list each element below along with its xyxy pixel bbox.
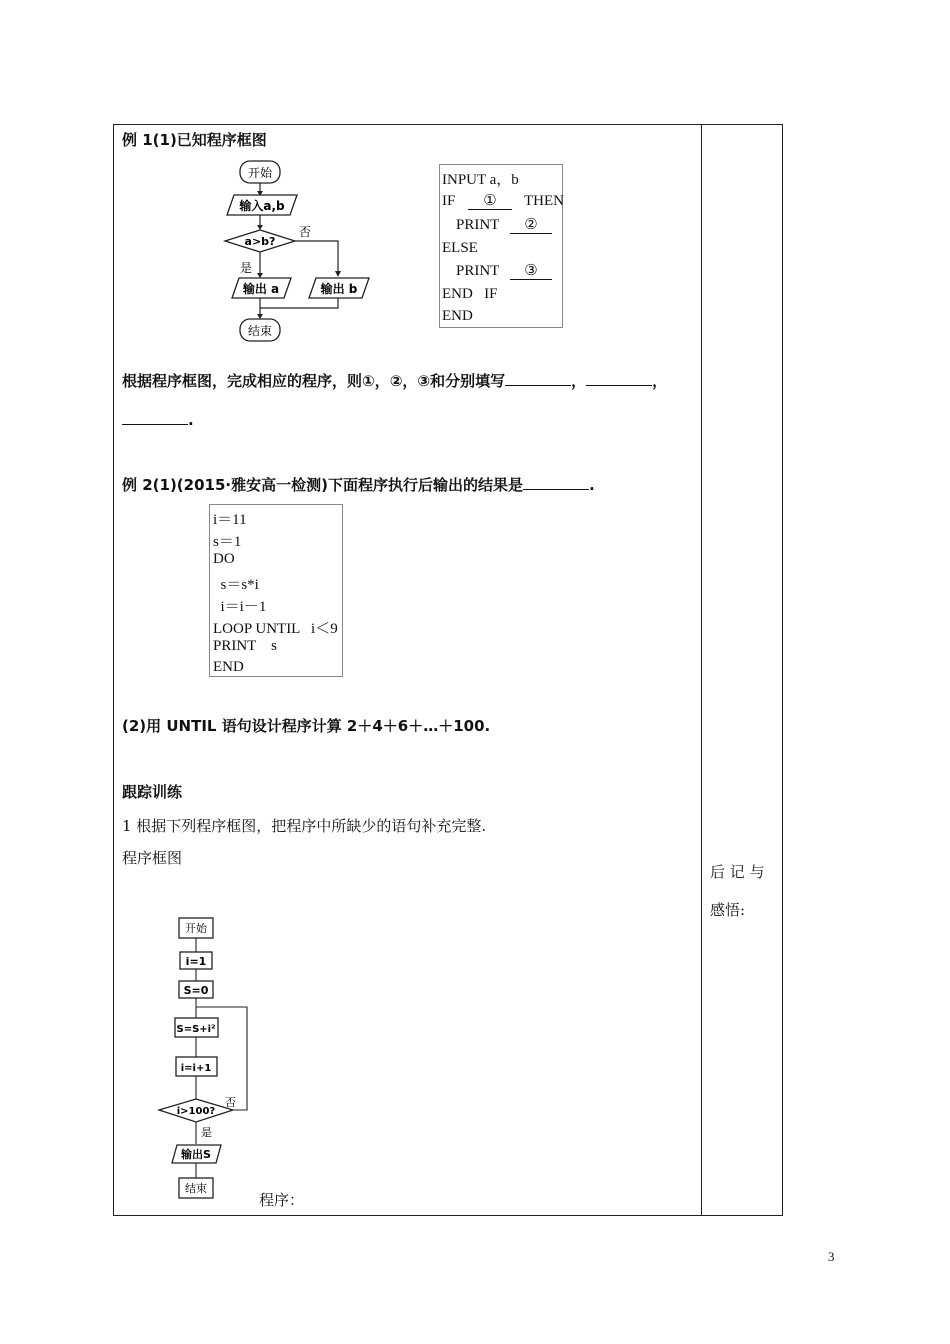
code2-line4: s＝s*i	[213, 577, 259, 593]
sidebar-notes-line1: 后 记 与	[710, 863, 765, 881]
practice-item1: 1 根据下列程序框图，把程序中所缺少的语句补充完整.	[122, 817, 487, 835]
code2-line3: DO	[213, 551, 235, 567]
practice-heading: 跟踪训练	[122, 783, 183, 801]
fc1-no-label: 否	[299, 225, 312, 239]
svg-text:否: 否	[225, 1096, 236, 1109]
svg-text:是: 是	[201, 1126, 212, 1139]
svg-text:i=1: i=1	[185, 955, 207, 968]
comma-2: ，	[652, 372, 668, 390]
code1-else: ELSE	[442, 240, 478, 256]
code1-if: IF	[442, 193, 456, 209]
example1-question	[122, 370, 667, 391]
svg-text:输出S: 输出S	[181, 1148, 211, 1161]
fc1-input-label: 输入a,b	[239, 199, 285, 213]
code2-line1: i＝11	[213, 512, 247, 528]
sidebar-notes-line2: 感悟:	[710, 901, 746, 919]
example1-heading: 例 1(1)已知程序框图	[122, 131, 267, 149]
column-divider	[701, 124, 702, 1216]
fc1-output-a-label: 输出 a	[242, 282, 280, 296]
flowchart-2	[155, 912, 265, 1202]
period-1: .	[188, 411, 194, 429]
blank-3: ③	[510, 263, 552, 280]
svg-text:S=S+i²: S=S+i²	[176, 1024, 216, 1035]
code1-end: END	[442, 308, 473, 324]
svg-text:i=i+1: i=i+1	[180, 1063, 212, 1074]
answer-blank-3	[122, 410, 188, 425]
fc1-start-label: 开始	[247, 166, 273, 180]
code2-line8: END	[213, 659, 244, 675]
page-number: 3	[828, 1249, 835, 1264]
code2-line7: PRINT s	[213, 638, 277, 654]
svg-text:结束: 结束	[185, 1182, 207, 1195]
code1-endif: END IF	[442, 286, 498, 302]
fc1-decision-label: a>b?	[244, 235, 276, 248]
example2-part2: (2)用 UNTIL 语句设计程序计算 2＋4＋6＋…＋100.	[122, 717, 491, 735]
code1-print2: PRINT	[456, 263, 500, 279]
program-label: 程序：	[259, 1191, 305, 1209]
fc1-end-label: 结束	[247, 324, 273, 338]
code2-line6: LOOP UNTIL i＜9	[213, 621, 338, 637]
answer-blank-2	[586, 371, 652, 386]
svg-text:i>100?: i>100?	[176, 1106, 216, 1117]
comma-1: ，	[571, 372, 587, 390]
code1-then: THEN	[524, 193, 564, 209]
flowchart-1	[215, 155, 385, 345]
code2-line5: i＝i－1	[213, 599, 267, 615]
code2-line2: s＝1	[213, 534, 242, 550]
practice-label: 程序框图	[122, 849, 183, 867]
fc1-yes-label: 是	[240, 261, 253, 275]
example2-heading	[122, 474, 595, 495]
blank-2: ②	[510, 217, 552, 234]
example1-question-text: 根据程序框图，完成相应的程序，则①，②，③和分别填写	[122, 372, 506, 390]
answer-blank-1	[505, 371, 571, 386]
blank-1: ①	[468, 193, 512, 210]
example2-heading-text: 例 2(1)(2015·雅安高一检测)下面程序执行后输出的结果是	[122, 476, 523, 494]
answer-blank-4	[523, 475, 589, 490]
fc1-output-b-label: 输出 b	[320, 282, 358, 296]
code1-print1: PRINT	[456, 217, 500, 233]
svg-text:S=0: S=0	[183, 984, 209, 997]
code1-line1: INPUT a，b	[442, 172, 519, 188]
period-2: .	[588, 476, 595, 494]
example1-question-cont	[122, 410, 194, 429]
svg-text:开始: 开始	[185, 922, 207, 935]
